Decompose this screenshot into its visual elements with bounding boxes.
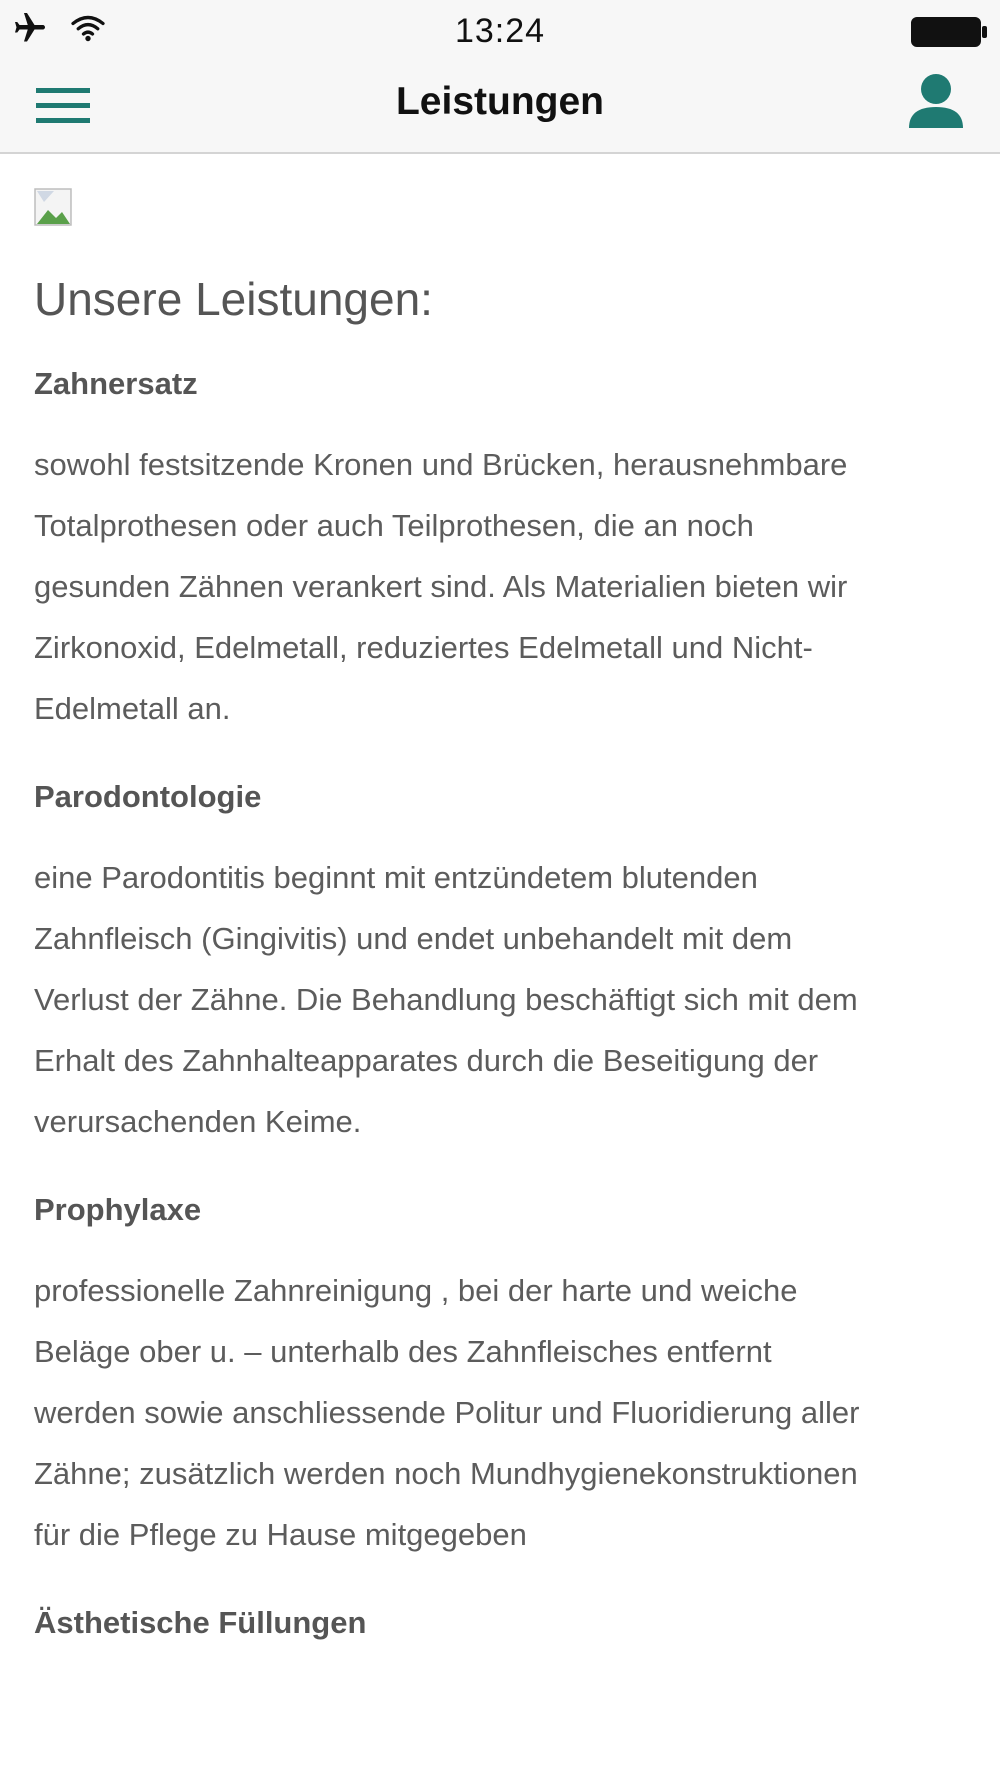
text-line: Zirkonoxid, Edelmetall, reduziertes Edelmetall und Nicht- bbox=[34, 630, 813, 665]
nav-title: Leistungen bbox=[395, 80, 604, 123]
text-line: professionelle Zahnreinigung , bei der harte und weiche bbox=[34, 1273, 798, 1308]
section-text bbox=[34, 1260, 964, 1565]
nav-bar bbox=[0, 64, 1000, 154]
content-area bbox=[34, 154, 964, 1643]
text-line: eine Parodontitis beginnt mit entzündetem blutenden bbox=[34, 860, 758, 895]
broken-image-icon bbox=[34, 188, 74, 228]
text-line: Erhalt des Zahnhalteapparates durch die Beseitigung der bbox=[34, 1043, 819, 1078]
section-text bbox=[34, 847, 964, 1152]
text-line: Zähne; zusätzlich werden noch Mundhygienekonstruktionen bbox=[34, 1456, 858, 1491]
text-line: sowohl festsitzende Kronen und Brücken, herausnehmbare bbox=[34, 447, 848, 482]
text-line: Beläge ober u. – unterhalb des Zahnfleisches entfernt bbox=[34, 1334, 772, 1369]
text-line: Verlust der Zähne. Die Behandlung beschäftigt sich mit dem bbox=[34, 982, 858, 1017]
section-text bbox=[34, 434, 964, 739]
text-line: verursachenden Keime. bbox=[34, 1104, 362, 1139]
section-parodontologie bbox=[34, 777, 964, 1152]
text-line: Totalprothesen oder auch Teilprothesen, die an noch bbox=[34, 508, 754, 543]
text-line: gesunden Zähnen verankert sind. Als Materialien bieten wir bbox=[34, 569, 848, 604]
text-line: für die Pflege zu Hause mitgegeben bbox=[34, 1517, 527, 1552]
text-line: Edelmetall an. bbox=[34, 691, 231, 726]
status-bar bbox=[0, 0, 1000, 64]
section-zahnersatz bbox=[34, 364, 964, 739]
page-heading: Unsere Leistungen: bbox=[34, 273, 433, 325]
section-prophylaxe bbox=[34, 1190, 964, 1565]
section-aesthetische-fuellungen bbox=[34, 1603, 964, 1643]
section-title: Ästhetische Füllungen bbox=[34, 1605, 367, 1640]
battery-icon bbox=[910, 16, 990, 48]
text-line: werden sowie anschliessende Politur und Fluoridierung aller bbox=[34, 1395, 860, 1430]
text-line: Zahnfleisch (Gingivitis) und endet unbehandelt mit dem bbox=[34, 921, 793, 956]
section-title: Zahnersatz bbox=[34, 366, 198, 401]
status-time: 13:24 bbox=[454, 12, 546, 50]
user-icon[interactable] bbox=[906, 70, 966, 134]
section-title: Prophylaxe bbox=[34, 1192, 202, 1227]
section-title: Parodontologie bbox=[34, 779, 262, 814]
